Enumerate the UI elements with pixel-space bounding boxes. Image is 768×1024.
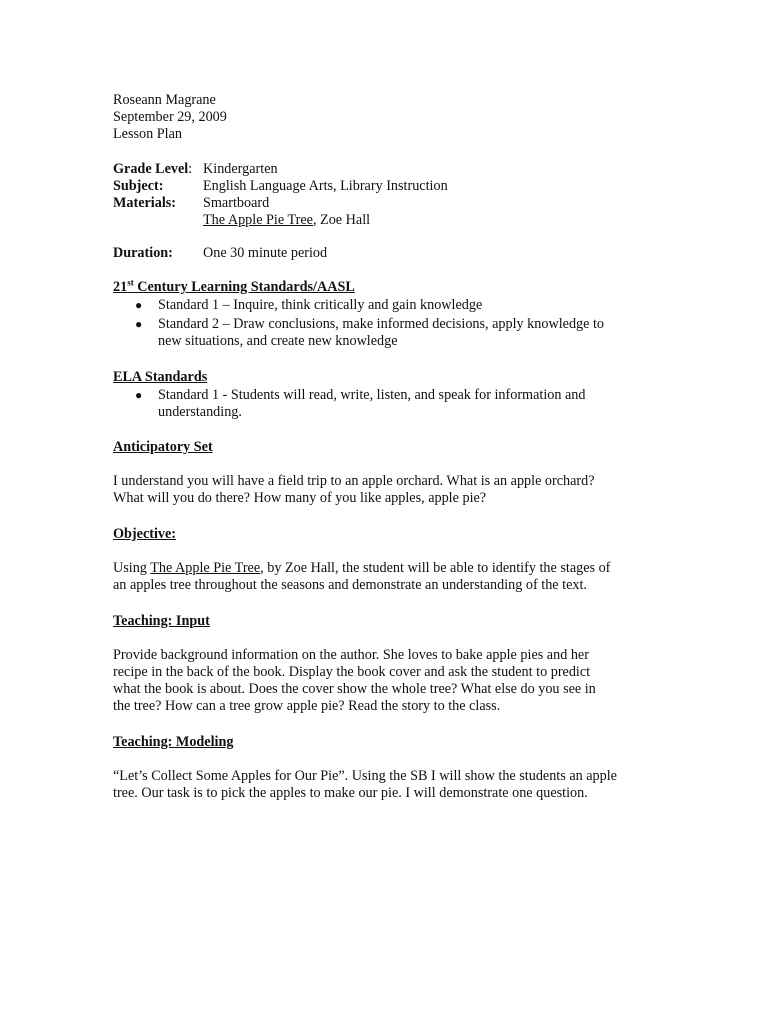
teaching-input-section [113, 613, 653, 715]
materials-label: Materials: [113, 195, 177, 211]
grade-level-row [113, 161, 653, 178]
grade-level-label: Grade Level [113, 161, 189, 177]
list-item [113, 387, 653, 404]
teaching-modeling-heading: Teaching: Modeling [113, 734, 234, 750]
teaching-input-line-4: the tree? How can a tree grow apple pie? Read the story to the class. [113, 698, 501, 714]
ela-standard-text-cont: understanding. [158, 404, 242, 420]
teaching-input-heading: Teaching: Input [113, 613, 210, 629]
list-item [113, 297, 653, 314]
teaching-input-line-1: Provide background information on the author. She loves to bake apple pies and her [113, 647, 589, 663]
objective-book-title: The Apple Pie Tree [150, 560, 261, 576]
standard-2-text-cont: new situations, and create new knowledge [158, 333, 398, 349]
duration-section [113, 245, 653, 262]
materials-book-title: The Apple Pie Tree [203, 212, 313, 228]
anticipatory-heading: Anticipatory Set [113, 439, 213, 455]
duration-label: Duration: [113, 245, 173, 261]
bullet-icon: ● [135, 298, 143, 312]
subject-label: Subject: [113, 178, 164, 194]
anticipatory-line-2: What will you do there? How many of you like apples, apple pie? [113, 490, 487, 506]
list-item-continuation [113, 333, 653, 350]
lesson-info [113, 161, 653, 229]
materials-row [113, 195, 653, 212]
teaching-input-line-3: what the book is about. Does the cover show the whole tree? What else do you see in [113, 681, 596, 697]
anticipatory-section [113, 439, 653, 507]
grade-level-value: Kindergarten [203, 161, 278, 177]
author-name: Roseann Magrane [113, 92, 216, 108]
materials-book-author: , Zoe Hall [312, 212, 371, 228]
teaching-modeling-section [113, 734, 653, 802]
teaching-modeling-line-2: tree. Our task is to pick the apples to make our pie. I will demonstrate one question. [113, 785, 588, 801]
teaching-modeling-line-1: “Let’s Collect Some Apples for Our Pie”. Using the SB I will show the students an apple [113, 768, 617, 784]
list-item-continuation [113, 404, 653, 421]
subject-value: English Language Arts, Library Instruction [203, 178, 448, 194]
standards-21-section [113, 279, 653, 350]
document-date: September 29, 2009 [113, 109, 227, 125]
document-type: Lesson Plan [113, 126, 182, 142]
bullet-icon: ● [135, 388, 143, 402]
document-header [113, 92, 653, 143]
objective-section [113, 526, 653, 594]
standards-21-heading-sup: st [127, 277, 134, 288]
bullet-icon: ● [135, 317, 143, 331]
objective-line-1: Using The Apple Pie Tree, by Zoe Hall, the student will be able to identify the stages of [113, 560, 611, 576]
duration-row [113, 245, 653, 262]
objective-heading: Objective: [113, 526, 177, 542]
subject-row [113, 178, 653, 195]
standard-1-text: Standard 1 – Inquire, think critically and gain knowledge [158, 297, 483, 313]
standards-21-heading-num: 21 [113, 279, 128, 295]
objective-line-2: an apples tree throughout the seasons and demonstrate an understanding of the text. [113, 577, 587, 593]
materials-book-row [113, 212, 653, 229]
duration-value: One 30 minute period [203, 245, 328, 261]
anticipatory-line-1: I understand you will have a field trip to an apple orchard. What is an apple orchard? [113, 473, 595, 489]
list-item [113, 316, 653, 333]
ela-standard-text: Standard 1 - Students will read, write, listen, and speak for information and [158, 387, 586, 403]
grade-level-colon: : [188, 161, 193, 177]
standards-21-heading [113, 279, 653, 296]
ela-heading: ELA Standards [113, 369, 208, 385]
ela-section [113, 369, 653, 421]
teaching-input-line-2: recipe in the back of the book. Display the book cover and ask the student to predict [113, 664, 591, 680]
standard-2-text: Standard 2 – Draw conclusions, make informed decisions, apply knowledge to [158, 316, 605, 332]
standards-21-heading-text: Century Learning Standards/AASL [133, 279, 355, 295]
materials-value: Smartboard [203, 195, 270, 211]
